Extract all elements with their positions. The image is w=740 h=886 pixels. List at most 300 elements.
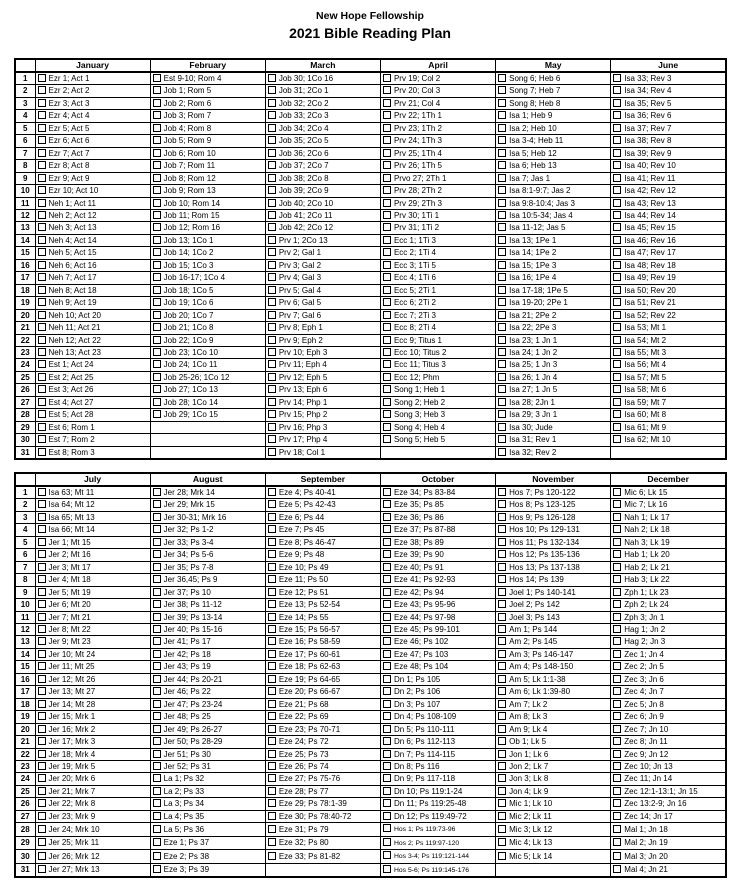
- checkbox[interactable]: [268, 687, 276, 695]
- checkbox[interactable]: [268, 435, 276, 443]
- checkbox[interactable]: [153, 762, 161, 770]
- checkbox[interactable]: [38, 662, 46, 670]
- checkbox[interactable]: [38, 435, 46, 443]
- checkbox[interactable]: [383, 398, 391, 406]
- checkbox[interactable]: [38, 273, 46, 281]
- checkbox[interactable]: [383, 575, 391, 583]
- checkbox[interactable]: [383, 385, 391, 393]
- checkbox[interactable]: [38, 799, 46, 807]
- checkbox[interactable]: [153, 223, 161, 231]
- checkbox[interactable]: [383, 662, 391, 670]
- checkbox[interactable]: [613, 286, 621, 294]
- checkbox[interactable]: [268, 787, 276, 795]
- checkbox[interactable]: [38, 762, 46, 770]
- checkbox[interactable]: [613, 737, 621, 745]
- checkbox[interactable]: [613, 360, 621, 368]
- checkbox[interactable]: [383, 762, 391, 770]
- checkbox[interactable]: [383, 625, 391, 633]
- checkbox[interactable]: [613, 423, 621, 431]
- checkbox[interactable]: [153, 675, 161, 683]
- checkbox[interactable]: [383, 435, 391, 443]
- checkbox[interactable]: [383, 737, 391, 745]
- checkbox[interactable]: [38, 286, 46, 294]
- checkbox[interactable]: [38, 211, 46, 219]
- checkbox[interactable]: [38, 563, 46, 571]
- checkbox[interactable]: [498, 737, 506, 745]
- checkbox[interactable]: [498, 812, 506, 820]
- checkbox[interactable]: [613, 99, 621, 107]
- checkbox[interactable]: [498, 774, 506, 782]
- checkbox[interactable]: [38, 865, 46, 873]
- checkbox[interactable]: [153, 700, 161, 708]
- checkbox[interactable]: [268, 410, 276, 418]
- checkbox[interactable]: [38, 637, 46, 645]
- checkbox[interactable]: [613, 588, 621, 596]
- checkbox[interactable]: [38, 774, 46, 782]
- checkbox[interactable]: [498, 435, 506, 443]
- checkbox[interactable]: [613, 186, 621, 194]
- checkbox[interactable]: [613, 613, 621, 621]
- checkbox[interactable]: [268, 124, 276, 132]
- checkbox[interactable]: [383, 286, 391, 294]
- checkbox[interactable]: [268, 812, 276, 820]
- checkbox[interactable]: [383, 348, 391, 356]
- checkbox[interactable]: [383, 323, 391, 331]
- checkbox[interactable]: [498, 385, 506, 393]
- checkbox[interactable]: [383, 199, 391, 207]
- checkbox[interactable]: [153, 298, 161, 306]
- checkbox[interactable]: [383, 613, 391, 621]
- checkbox[interactable]: [613, 298, 621, 306]
- checkbox[interactable]: [498, 563, 506, 571]
- checkbox[interactable]: [498, 637, 506, 645]
- checkbox[interactable]: [38, 373, 46, 381]
- checkbox[interactable]: [613, 311, 621, 319]
- checkbox[interactable]: [498, 236, 506, 244]
- checkbox[interactable]: [383, 136, 391, 144]
- checkbox[interactable]: [268, 538, 276, 546]
- checkbox[interactable]: [613, 398, 621, 406]
- checkbox[interactable]: [383, 174, 391, 182]
- checkbox[interactable]: [38, 700, 46, 708]
- checkbox[interactable]: [383, 550, 391, 558]
- checkbox[interactable]: [153, 712, 161, 720]
- checkbox[interactable]: [38, 174, 46, 182]
- checkbox[interactable]: [613, 323, 621, 331]
- checkbox[interactable]: [498, 448, 506, 456]
- checkbox[interactable]: [38, 812, 46, 820]
- checkbox[interactable]: [383, 538, 391, 546]
- checkbox[interactable]: [38, 852, 46, 860]
- checkbox[interactable]: [153, 124, 161, 132]
- checkbox[interactable]: [498, 488, 506, 496]
- checkbox[interactable]: [153, 261, 161, 269]
- checkbox[interactable]: [383, 687, 391, 695]
- checkbox[interactable]: [498, 273, 506, 281]
- checkbox[interactable]: [383, 236, 391, 244]
- checkbox[interactable]: [498, 410, 506, 418]
- checkbox[interactable]: [383, 812, 391, 820]
- checkbox[interactable]: [153, 600, 161, 608]
- checkbox[interactable]: [383, 525, 391, 533]
- checkbox[interactable]: [38, 149, 46, 157]
- checkbox[interactable]: [498, 174, 506, 182]
- checkbox[interactable]: [153, 323, 161, 331]
- checkbox[interactable]: [153, 136, 161, 144]
- checkbox[interactable]: [498, 348, 506, 356]
- checkbox[interactable]: [153, 637, 161, 645]
- checkbox[interactable]: [383, 824, 391, 832]
- checkbox[interactable]: [268, 650, 276, 658]
- checkbox[interactable]: [498, 712, 506, 720]
- checkbox[interactable]: [153, 86, 161, 94]
- checkbox[interactable]: [153, 725, 161, 733]
- checkbox[interactable]: [153, 550, 161, 558]
- checkbox[interactable]: [613, 435, 621, 443]
- checkbox[interactable]: [383, 787, 391, 795]
- checkbox[interactable]: [268, 311, 276, 319]
- checkbox[interactable]: [38, 261, 46, 269]
- checkbox[interactable]: [383, 838, 391, 846]
- checkbox[interactable]: [153, 575, 161, 583]
- checkbox[interactable]: [38, 825, 46, 833]
- checkbox[interactable]: [153, 149, 161, 157]
- checkbox[interactable]: [498, 825, 506, 833]
- checkbox[interactable]: [613, 550, 621, 558]
- checkbox[interactable]: [153, 348, 161, 356]
- checkbox[interactable]: [613, 750, 621, 758]
- checkbox[interactable]: [498, 852, 506, 860]
- checkbox[interactable]: [153, 500, 161, 508]
- checkbox[interactable]: [383, 799, 391, 807]
- checkbox[interactable]: [383, 563, 391, 571]
- checkbox[interactable]: [268, 799, 276, 807]
- checkbox[interactable]: [613, 410, 621, 418]
- checkbox[interactable]: [613, 111, 621, 119]
- checkbox[interactable]: [498, 74, 506, 82]
- checkbox[interactable]: [383, 700, 391, 708]
- checkbox[interactable]: [383, 774, 391, 782]
- checkbox[interactable]: [498, 99, 506, 107]
- checkbox[interactable]: [38, 236, 46, 244]
- checkbox[interactable]: [613, 538, 621, 546]
- checkbox[interactable]: [153, 812, 161, 820]
- checkbox[interactable]: [613, 787, 621, 795]
- checkbox[interactable]: [498, 787, 506, 795]
- checkbox[interactable]: [383, 712, 391, 720]
- checkbox[interactable]: [268, 762, 276, 770]
- checkbox[interactable]: [153, 650, 161, 658]
- checkbox[interactable]: [268, 199, 276, 207]
- checkbox[interactable]: [153, 398, 161, 406]
- checkbox[interactable]: [498, 513, 506, 521]
- checkbox[interactable]: [38, 600, 46, 608]
- checkbox[interactable]: [613, 336, 621, 344]
- checkbox[interactable]: [383, 124, 391, 132]
- checkbox[interactable]: [268, 625, 276, 633]
- checkbox[interactable]: [268, 186, 276, 194]
- checkbox[interactable]: [38, 550, 46, 558]
- checkbox[interactable]: [38, 838, 46, 846]
- checkbox[interactable]: [268, 513, 276, 521]
- checkbox[interactable]: [613, 199, 621, 207]
- checkbox[interactable]: [613, 825, 621, 833]
- checkbox[interactable]: [613, 236, 621, 244]
- checkbox[interactable]: [38, 613, 46, 621]
- checkbox[interactable]: [38, 513, 46, 521]
- checkbox[interactable]: [613, 600, 621, 608]
- checkbox[interactable]: [38, 737, 46, 745]
- checkbox[interactable]: [613, 712, 621, 720]
- checkbox[interactable]: [613, 211, 621, 219]
- checkbox[interactable]: [383, 186, 391, 194]
- checkbox[interactable]: [268, 737, 276, 745]
- checkbox[interactable]: [383, 637, 391, 645]
- checkbox[interactable]: [153, 737, 161, 745]
- checkbox[interactable]: [383, 423, 391, 431]
- checkbox[interactable]: [383, 223, 391, 231]
- checkbox[interactable]: [498, 575, 506, 583]
- checkbox[interactable]: [38, 538, 46, 546]
- checkbox[interactable]: [268, 712, 276, 720]
- checkbox[interactable]: [613, 248, 621, 256]
- checkbox[interactable]: [268, 211, 276, 219]
- checkbox[interactable]: [498, 398, 506, 406]
- checkbox[interactable]: [268, 550, 276, 558]
- checkbox[interactable]: [38, 186, 46, 194]
- checkbox[interactable]: [38, 448, 46, 456]
- checkbox[interactable]: [383, 149, 391, 157]
- checkbox[interactable]: [498, 199, 506, 207]
- checkbox[interactable]: [613, 348, 621, 356]
- checkbox[interactable]: [498, 838, 506, 846]
- checkbox[interactable]: [268, 563, 276, 571]
- checkbox[interactable]: [613, 865, 621, 873]
- checkbox[interactable]: [613, 223, 621, 231]
- checkbox[interactable]: [613, 261, 621, 269]
- checkbox[interactable]: [38, 199, 46, 207]
- checkbox[interactable]: [153, 625, 161, 633]
- checkbox[interactable]: [153, 286, 161, 294]
- checkbox[interactable]: [613, 637, 621, 645]
- checkbox[interactable]: [613, 385, 621, 393]
- checkbox[interactable]: [613, 149, 621, 157]
- checkbox[interactable]: [153, 613, 161, 621]
- checkbox[interactable]: [498, 111, 506, 119]
- checkbox[interactable]: [268, 600, 276, 608]
- checkbox[interactable]: [153, 199, 161, 207]
- checkbox[interactable]: [153, 248, 161, 256]
- checkbox[interactable]: [498, 298, 506, 306]
- checkbox[interactable]: [613, 852, 621, 860]
- checkbox[interactable]: [383, 261, 391, 269]
- checkbox[interactable]: [268, 360, 276, 368]
- checkbox[interactable]: [613, 86, 621, 94]
- checkbox[interactable]: [498, 124, 506, 132]
- checkbox[interactable]: [38, 675, 46, 683]
- checkbox[interactable]: [268, 174, 276, 182]
- checkbox[interactable]: [38, 99, 46, 107]
- checkbox[interactable]: [383, 675, 391, 683]
- checkbox[interactable]: [268, 286, 276, 294]
- checkbox[interactable]: [268, 774, 276, 782]
- checkbox[interactable]: [498, 525, 506, 533]
- checkbox[interactable]: [153, 787, 161, 795]
- checkbox[interactable]: [268, 398, 276, 406]
- checkbox[interactable]: [383, 273, 391, 281]
- checkbox[interactable]: [498, 588, 506, 596]
- checkbox[interactable]: [38, 525, 46, 533]
- checkbox[interactable]: [268, 111, 276, 119]
- checkbox[interactable]: [498, 223, 506, 231]
- checkbox[interactable]: [613, 124, 621, 132]
- checkbox[interactable]: [383, 488, 391, 496]
- checkbox[interactable]: [38, 588, 46, 596]
- checkbox[interactable]: [498, 538, 506, 546]
- checkbox[interactable]: [153, 563, 161, 571]
- checkbox[interactable]: [498, 311, 506, 319]
- checkbox[interactable]: [268, 261, 276, 269]
- checkbox[interactable]: [498, 550, 506, 558]
- checkbox[interactable]: [153, 852, 161, 860]
- checkbox[interactable]: [38, 488, 46, 496]
- checkbox[interactable]: [613, 161, 621, 169]
- checkbox[interactable]: [38, 223, 46, 231]
- checkbox[interactable]: [613, 675, 621, 683]
- checkbox[interactable]: [268, 273, 276, 281]
- checkbox[interactable]: [38, 74, 46, 82]
- checkbox[interactable]: [498, 500, 506, 508]
- checkbox[interactable]: [268, 423, 276, 431]
- checkbox[interactable]: [383, 373, 391, 381]
- checkbox[interactable]: [613, 575, 621, 583]
- checkbox[interactable]: [383, 500, 391, 508]
- checkbox[interactable]: [268, 236, 276, 244]
- checkbox[interactable]: [498, 613, 506, 621]
- checkbox[interactable]: [268, 700, 276, 708]
- checkbox[interactable]: [383, 851, 391, 859]
- checkbox[interactable]: [268, 637, 276, 645]
- checkbox[interactable]: [268, 99, 276, 107]
- checkbox[interactable]: [153, 99, 161, 107]
- checkbox[interactable]: [268, 662, 276, 670]
- checkbox[interactable]: [38, 336, 46, 344]
- checkbox[interactable]: [268, 149, 276, 157]
- checkbox[interactable]: [153, 174, 161, 182]
- checkbox[interactable]: [38, 625, 46, 633]
- checkbox[interactable]: [613, 662, 621, 670]
- checkbox[interactable]: [498, 373, 506, 381]
- checkbox[interactable]: [153, 360, 161, 368]
- checkbox[interactable]: [268, 575, 276, 583]
- checkbox[interactable]: [38, 410, 46, 418]
- checkbox[interactable]: [153, 385, 161, 393]
- checkbox[interactable]: [38, 161, 46, 169]
- checkbox[interactable]: [153, 161, 161, 169]
- checkbox[interactable]: [153, 273, 161, 281]
- checkbox[interactable]: [268, 136, 276, 144]
- checkbox[interactable]: [613, 513, 621, 521]
- checkbox[interactable]: [613, 174, 621, 182]
- checkbox[interactable]: [613, 650, 621, 658]
- checkbox[interactable]: [268, 86, 276, 94]
- checkbox[interactable]: [613, 488, 621, 496]
- checkbox[interactable]: [38, 86, 46, 94]
- checkbox[interactable]: [38, 348, 46, 356]
- checkbox[interactable]: [498, 650, 506, 658]
- checkbox[interactable]: [268, 613, 276, 621]
- checkbox[interactable]: [153, 513, 161, 521]
- checkbox[interactable]: [268, 750, 276, 758]
- checkbox[interactable]: [498, 600, 506, 608]
- checkbox[interactable]: [153, 111, 161, 119]
- checkbox[interactable]: [38, 311, 46, 319]
- checkbox[interactable]: [268, 525, 276, 533]
- checkbox[interactable]: [153, 774, 161, 782]
- checkbox[interactable]: [613, 625, 621, 633]
- checkbox[interactable]: [383, 311, 391, 319]
- checkbox[interactable]: [268, 74, 276, 82]
- checkbox[interactable]: [268, 248, 276, 256]
- checkbox[interactable]: [498, 286, 506, 294]
- checkbox[interactable]: [38, 136, 46, 144]
- checkbox[interactable]: [153, 687, 161, 695]
- checkbox[interactable]: [498, 725, 506, 733]
- checkbox[interactable]: [613, 687, 621, 695]
- checkbox[interactable]: [268, 488, 276, 496]
- checkbox[interactable]: [38, 124, 46, 132]
- checkbox[interactable]: [38, 111, 46, 119]
- checkbox[interactable]: [268, 500, 276, 508]
- checkbox[interactable]: [383, 161, 391, 169]
- checkbox[interactable]: [613, 525, 621, 533]
- checkbox[interactable]: [268, 675, 276, 683]
- checkbox[interactable]: [613, 799, 621, 807]
- checkbox[interactable]: [383, 865, 391, 873]
- checkbox[interactable]: [613, 838, 621, 846]
- checkbox[interactable]: [383, 298, 391, 306]
- checkbox[interactable]: [383, 513, 391, 521]
- checkbox[interactable]: [383, 600, 391, 608]
- checkbox[interactable]: [613, 700, 621, 708]
- checkbox[interactable]: [268, 448, 276, 456]
- checkbox[interactable]: [38, 360, 46, 368]
- checkbox[interactable]: [613, 812, 621, 820]
- checkbox[interactable]: [498, 662, 506, 670]
- checkbox[interactable]: [153, 74, 161, 82]
- checkbox[interactable]: [153, 186, 161, 194]
- checkbox[interactable]: [268, 298, 276, 306]
- checkbox[interactable]: [153, 410, 161, 418]
- checkbox[interactable]: [153, 799, 161, 807]
- checkbox[interactable]: [498, 336, 506, 344]
- checkbox[interactable]: [153, 236, 161, 244]
- checkbox[interactable]: [268, 336, 276, 344]
- checkbox[interactable]: [38, 323, 46, 331]
- checkbox[interactable]: [613, 273, 621, 281]
- checkbox[interactable]: [383, 588, 391, 596]
- checkbox[interactable]: [613, 762, 621, 770]
- checkbox[interactable]: [613, 74, 621, 82]
- checkbox[interactable]: [268, 725, 276, 733]
- checkbox[interactable]: [383, 111, 391, 119]
- checkbox[interactable]: [268, 838, 276, 846]
- checkbox[interactable]: [268, 852, 276, 860]
- checkbox[interactable]: [38, 423, 46, 431]
- checkbox[interactable]: [383, 410, 391, 418]
- checkbox[interactable]: [383, 750, 391, 758]
- checkbox[interactable]: [498, 799, 506, 807]
